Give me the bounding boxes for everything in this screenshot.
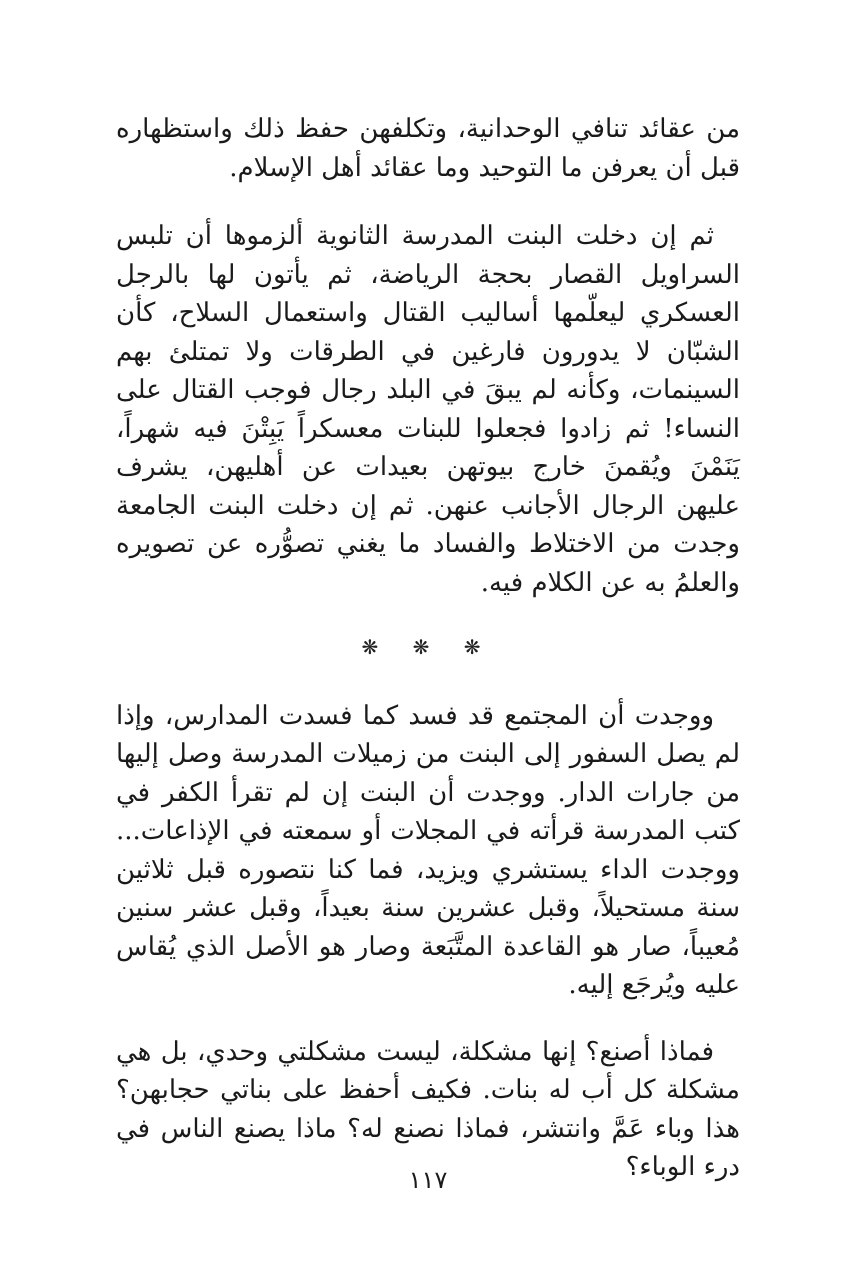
paragraph-2: ثم إن دخلت البنت المدرسة الثانوية ألزموها أن تلبس السراويل القصار بحجة الرياضة، ثم يأتون لها بالرجل العسكري ليعلّمها أساليب القتال واستعمال السلاح، كأن الشبّان لا يدورون فارغين في الطرقات ولا تمتلئ بهم السينمات، وكأنه لم يبقَ في البلد رجال فوجب القتال على النساء! ثم زادوا فجعلوا للبنات معسكراً يَبِتْنَ فيه شهراً، يَنَمْنَ ويُقمنَ خارج بيوتهن بعيدات عن أهليهن، يشرف عليهن الرجال الأجانب عنهن. ثم إن دخلت البنت الجامعة وجدت من الاختلاط والفساد ما يغني تصوُّره عن تصويره والعلمُ به عن الكلام فيه. xyxy=(116,221,740,598)
paragraph-3: ووجدت أن المجتمع قد فسد كما فسدت المدارس، وإذا لم يصل السفور إلى البنت من زميلات المدرسة وصل إليها من جارات الدار. ووجدت أن البنت إن لم تقرأ الكفر في كتب المدرسة قرأته في المجلات أو سمعته في الإذاعات... ووجدت الداء يستشري ويزيد، فما كنا نتصوره قبل ثلاثين سنة مستحيلاً، وقبل عشرين سنة بعيداً، وقبل عشر سنين مُعيباً، صار هو القاعدة المتَّبَعة وصار هو الأصل الذي يُقاس عليه ويُرجَع إليه. xyxy=(116,700,741,1000)
paragraph-1: من عقائد تنافي الوحدانية، وتكلفهن حفظ ذلك واستظهاره قبل أن يعرفن ما التوحيد وما عقائد أهل الإسلام. xyxy=(116,114,740,183)
paragraph-4: فماذا أصنع؟ إنها مشكلة، ليست مشكلتي وحدي، بل هي مشكلة كل أب له بنات. فكيف أحفظ على بناتي حجابهن؟ هذا وباء عَمَّ وانتشر، فماذا نصنع له؟ ماذا يصنع الناس في درء الوباء؟ xyxy=(116,1036,740,1182)
book-page-body xyxy=(116,110,740,1187)
section-separator-stars: ❋ ❋ ❋ xyxy=(361,635,495,659)
page-number: ١١٧ xyxy=(408,1166,448,1194)
